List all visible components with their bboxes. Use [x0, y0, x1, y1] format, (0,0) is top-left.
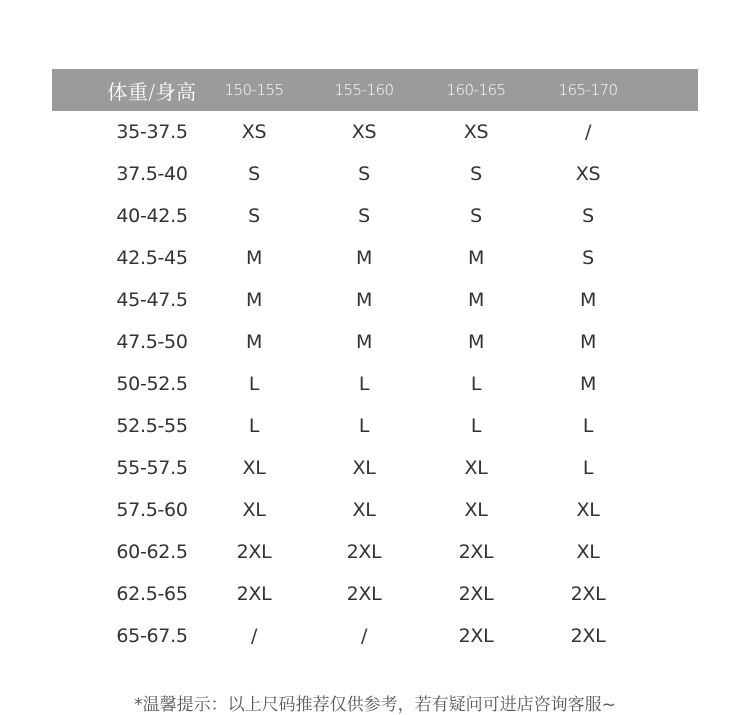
header-height-165-170: 165-170	[558, 81, 618, 99]
size-cell: XL	[352, 499, 376, 521]
size-tip-note: *温馨提示：以上尺码推荐仅供参考，若有疑问可进店咨询客服~	[134, 695, 616, 715]
size-cell: XL	[242, 499, 266, 521]
size-cell: XL	[576, 499, 600, 521]
table-row	[52, 321, 698, 363]
size-cell: 2XL	[346, 583, 382, 605]
weight-range-cell: 62.5-65	[116, 583, 188, 605]
table-row	[52, 615, 698, 657]
weight-range-cell: 57.5-60	[116, 499, 188, 521]
weight-range-cell: 35-37.5	[116, 121, 188, 143]
weight-range-cell: 55-57.5	[116, 457, 188, 479]
size-cell: M	[579, 331, 597, 353]
size-cell: L	[582, 415, 594, 437]
weight-range-cell: 40-42.5	[116, 205, 188, 227]
size-cell: L	[248, 415, 260, 437]
size-cell: M	[579, 289, 597, 311]
size-cell: M	[245, 331, 263, 353]
size-cell: S	[470, 163, 482, 185]
size-cell: 2XL	[458, 541, 494, 563]
size-cell: S	[582, 247, 594, 269]
size-cell: L	[582, 457, 594, 479]
weight-range-cell: 50-52.5	[116, 373, 188, 395]
size-cell: 2XL	[236, 583, 272, 605]
size-cell: M	[467, 289, 485, 311]
size-cell: S	[582, 205, 594, 227]
table-row	[52, 153, 698, 195]
table-row	[52, 447, 698, 489]
size-cell: M	[245, 289, 263, 311]
size-cell: /	[584, 121, 592, 143]
size-cell: L	[470, 373, 482, 395]
size-cell: M	[355, 247, 373, 269]
header-height-160-165: 160-165	[446, 81, 506, 99]
table-row	[52, 195, 698, 237]
size-cell: S	[358, 163, 370, 185]
table-header-row	[52, 69, 698, 111]
size-cell: 2XL	[570, 583, 606, 605]
size-cell: 2XL	[346, 541, 382, 563]
table-row	[52, 531, 698, 573]
size-cell: M	[579, 373, 597, 395]
table-row	[52, 573, 698, 615]
weight-range-cell: 42.5-45	[116, 247, 188, 269]
weight-range-cell: 47.5-50	[116, 331, 188, 353]
size-cell: M	[355, 331, 373, 353]
size-cell: S	[248, 205, 260, 227]
size-cell: XS	[241, 121, 267, 143]
size-cell: XL	[242, 457, 266, 479]
size-cell: L	[358, 373, 370, 395]
table-row	[52, 363, 698, 405]
size-cell: XL	[464, 457, 488, 479]
size-cell: 2XL	[570, 625, 606, 647]
size-cell: M	[467, 247, 485, 269]
size-cell: XL	[576, 541, 600, 563]
size-cell: L	[248, 373, 260, 395]
size-cell: XS	[575, 163, 601, 185]
size-cell: 2XL	[458, 583, 494, 605]
weight-range-cell: 37.5-40	[116, 163, 188, 185]
header-height-150-155: 150-155	[224, 81, 284, 99]
size-cell: M	[355, 289, 373, 311]
table-row	[52, 489, 698, 531]
size-chart-table	[52, 69, 698, 657]
weight-range-cell: 60-62.5	[116, 541, 188, 563]
size-cell: L	[358, 415, 370, 437]
table-row	[52, 279, 698, 321]
size-cell: M	[245, 247, 263, 269]
weight-range-cell: 45-47.5	[116, 289, 188, 311]
size-cell: XL	[352, 457, 376, 479]
size-cell: /	[360, 625, 368, 647]
header-weight-height: 体重/身高	[107, 79, 197, 104]
size-cell: 2XL	[236, 541, 272, 563]
size-cell: L	[470, 415, 482, 437]
size-cell: /	[250, 625, 258, 647]
table-row	[52, 111, 698, 153]
weight-range-cell: 52.5-55	[116, 415, 188, 437]
table-row	[52, 405, 698, 447]
size-cell: M	[467, 331, 485, 353]
size-cell: XS	[463, 121, 489, 143]
size-cell: S	[358, 205, 370, 227]
size-cell: XS	[351, 121, 377, 143]
size-cell: XL	[464, 499, 488, 521]
weight-range-cell: 65-67.5	[116, 625, 188, 647]
size-cell: S	[470, 205, 482, 227]
size-cell: 2XL	[458, 625, 494, 647]
size-cell: S	[248, 163, 260, 185]
table-row	[52, 237, 698, 279]
table-body	[52, 111, 698, 657]
header-height-155-160: 155-160	[334, 81, 394, 99]
